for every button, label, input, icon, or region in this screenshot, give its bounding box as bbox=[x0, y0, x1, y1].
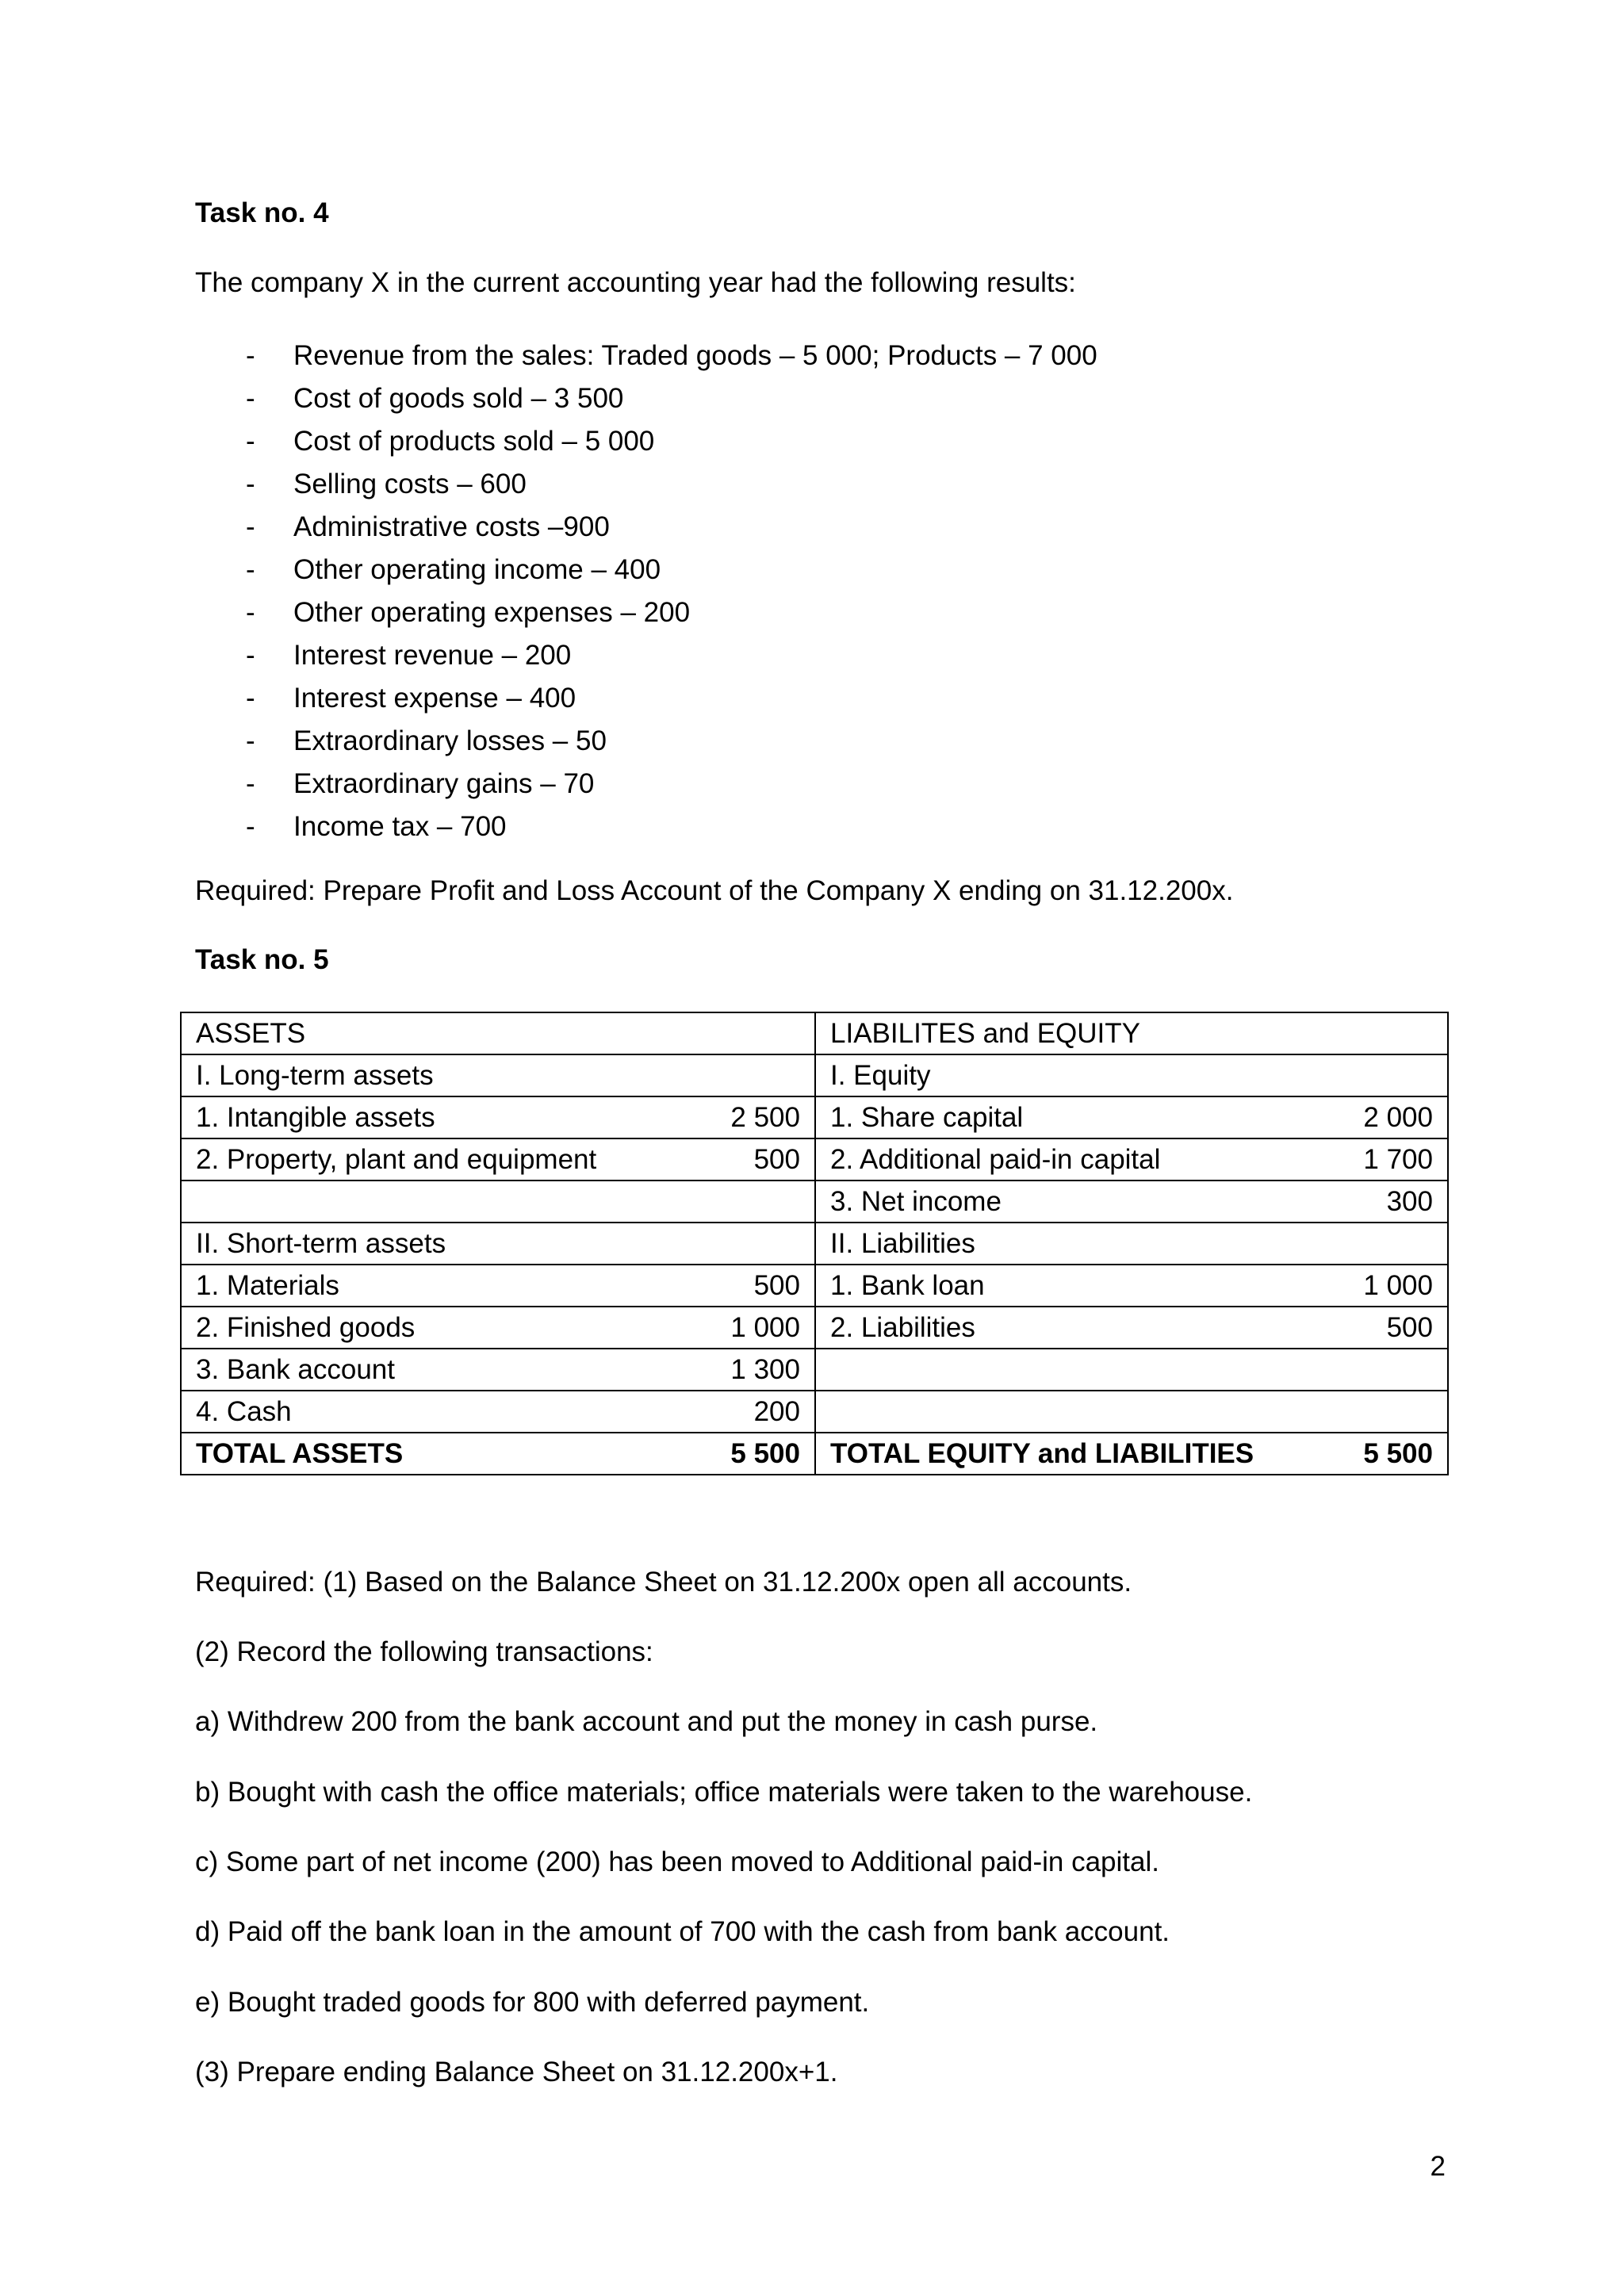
page-number: 2 bbox=[1430, 2151, 1446, 2182]
table-cell-label: 3. Net income bbox=[815, 1181, 1339, 1223]
table-cell-label: ASSETS bbox=[181, 1012, 704, 1054]
list-item: - Extraordinary losses – 50 bbox=[246, 725, 607, 756]
list-item: - Interest expense – 400 bbox=[246, 683, 576, 714]
table-row bbox=[181, 1138, 1448, 1181]
task4-results-list bbox=[246, 335, 1097, 848]
table-cell-amount: 1 700 bbox=[1339, 1138, 1448, 1181]
table-cell-label: 2. Additional paid-in capital bbox=[815, 1138, 1339, 1181]
list-item: - Interest revenue – 200 bbox=[246, 640, 572, 671]
table-row bbox=[181, 1223, 1448, 1265]
table-cell-amount: 500 bbox=[704, 1265, 815, 1307]
table-cell-amount: 1 000 bbox=[704, 1307, 815, 1349]
list-item: - Cost of goods sold – 3 500 bbox=[246, 383, 624, 414]
task5-paragraph-e: e) Bought traded goods for 800 with deferred payment. bbox=[195, 1987, 870, 2018]
task5-heading: Task no. 5 bbox=[195, 944, 329, 975]
table-cell-amount bbox=[1339, 1391, 1448, 1433]
task5-paragraph-1: Required: (1) Based on the Balance Sheet on 31.12.200x open all accounts. bbox=[195, 1567, 1132, 1598]
table-row bbox=[181, 1307, 1448, 1349]
table-cell-amount: 200 bbox=[704, 1391, 815, 1433]
list-item: - Other operating income – 400 bbox=[246, 554, 661, 585]
table-total-row bbox=[181, 1433, 1448, 1475]
list-item: - Other operating expenses – 200 bbox=[246, 597, 691, 628]
table-cell-amount: 500 bbox=[1339, 1307, 1448, 1349]
table-cell-amount: 1 000 bbox=[1339, 1265, 1448, 1307]
table-cell-label: 1. Materials bbox=[181, 1265, 704, 1307]
table-cell-amount: 2 000 bbox=[1339, 1096, 1448, 1138]
task4-intro: The company X in the current accounting year had the following results: bbox=[195, 267, 1076, 298]
table-cell-amount bbox=[704, 1054, 815, 1096]
list-item: - Income tax – 700 bbox=[246, 811, 507, 842]
table-cell-amount: 5 500 bbox=[704, 1433, 815, 1475]
task5-paragraph-a: a) Withdrew 200 from the bank account and put the money in cash purse. bbox=[195, 1706, 1098, 1737]
table-cell-label: LIABILITES and EQUITY bbox=[815, 1012, 1339, 1054]
table-cell-label: TOTAL ASSETS bbox=[181, 1433, 704, 1475]
table-cell-label: II. Liabilities bbox=[815, 1223, 1339, 1265]
table-cell-label: 1. Intangible assets bbox=[181, 1096, 704, 1138]
table-cell-amount bbox=[1339, 1054, 1448, 1096]
table-row bbox=[181, 1391, 1448, 1433]
table-row bbox=[181, 1054, 1448, 1096]
task5-paragraph-b: b) Bought with cash the office materials; office materials were taken to the warehouse. bbox=[195, 1777, 1253, 1808]
table-row bbox=[181, 1096, 1448, 1138]
table-cell-amount bbox=[1339, 1223, 1448, 1265]
table-cell-label: I. Equity bbox=[815, 1054, 1339, 1096]
table-cell-amount: 1 300 bbox=[704, 1349, 815, 1391]
list-item: - Selling costs – 600 bbox=[246, 469, 527, 499]
table-row bbox=[181, 1349, 1448, 1391]
task4-required: Required: Prepare Profit and Loss Account of the Company X ending on 31.12.200x. bbox=[195, 875, 1234, 906]
list-item: - Cost of products sold – 5 000 bbox=[246, 426, 655, 457]
table-cell-amount: 2 500 bbox=[704, 1096, 815, 1138]
table-cell-label bbox=[815, 1349, 1339, 1391]
table-cell-amount bbox=[1339, 1349, 1448, 1391]
table-row bbox=[181, 1012, 1448, 1054]
task5-paragraph-3: (3) Prepare ending Balance Sheet on 31.12.200x+1. bbox=[195, 2057, 838, 2087]
table-cell-label: I. Long-term assets bbox=[181, 1054, 704, 1096]
table-cell-label: 2. Property, plant and equipment bbox=[181, 1138, 704, 1181]
table-cell-label: II. Short-term assets bbox=[181, 1223, 704, 1265]
table-cell-label: 1. Bank loan bbox=[815, 1265, 1339, 1307]
table-cell-label bbox=[815, 1391, 1339, 1433]
table-row bbox=[181, 1265, 1448, 1307]
table-cell-label: 2. Liabilities bbox=[815, 1307, 1339, 1349]
list-item: - Administrative costs –900 bbox=[246, 511, 610, 542]
table-row bbox=[181, 1181, 1448, 1223]
table-cell-amount bbox=[1339, 1012, 1448, 1054]
table-cell-label: 1. Share capital bbox=[815, 1096, 1339, 1138]
table-cell-label: 2. Finished goods bbox=[181, 1307, 704, 1349]
task5-paragraph-d: d) Paid off the bank loan in the amount of 700 with the cash from bank account. bbox=[195, 1916, 1170, 1947]
table-cell-label: 3. Bank account bbox=[181, 1349, 704, 1391]
table-cell-amount bbox=[704, 1223, 815, 1265]
list-item: - Extraordinary gains – 70 bbox=[246, 768, 595, 799]
table-cell-amount bbox=[704, 1012, 815, 1054]
table-cell-amount bbox=[704, 1181, 815, 1223]
table-cell-amount: 300 bbox=[1339, 1181, 1448, 1223]
table-cell-label: TOTAL EQUITY and LIABILITIES bbox=[815, 1433, 1339, 1475]
table-cell-label bbox=[181, 1181, 704, 1223]
table-cell-amount: 500 bbox=[704, 1138, 815, 1181]
table-cell-label: 4. Cash bbox=[181, 1391, 704, 1433]
list-item: - Revenue from the sales: Traded goods – 5 000; Products – 7 000 bbox=[246, 340, 1097, 371]
balance-sheet-table bbox=[180, 1012, 1449, 1475]
task5-paragraph-c: c) Some part of net income (200) has been moved to Additional paid-in capital. bbox=[195, 1846, 1159, 1877]
task5-paragraph-2: (2) Record the following transactions: bbox=[195, 1636, 653, 1667]
task4-heading: Task no. 4 bbox=[195, 197, 329, 228]
table-cell-amount: 5 500 bbox=[1339, 1433, 1448, 1475]
